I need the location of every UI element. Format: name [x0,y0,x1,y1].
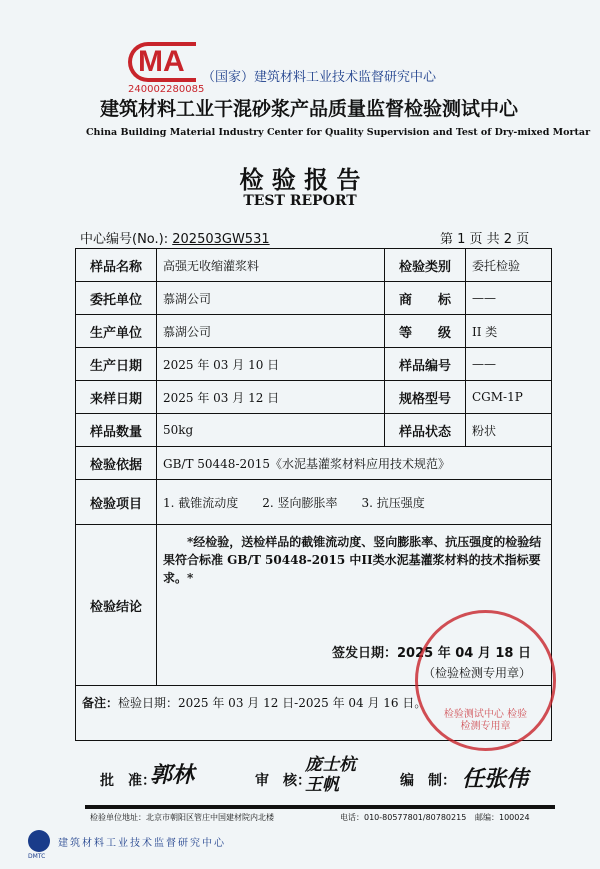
field-value: 2025 年 03 月 12 日 [157,381,385,414]
seal-note: （检验检测专用章） [422,666,531,680]
basis-value: GB/T 50448-2015《水泥基灌浆材料应用技术规范》 [157,447,552,480]
table-row [76,282,552,315]
field-label: 样品名称 [76,249,157,282]
conclusion-label: 检验结论 [76,525,157,686]
field-label: 检验类别 [385,249,466,282]
table-row [76,249,552,282]
dmtc-logo-icon [28,830,50,852]
org-line1: （国家）建筑材料工业技术监督研究中心 [202,70,437,85]
field-label: 等 级 [385,315,466,348]
field-label: 规格型号 [385,381,466,414]
report-title-en: TEST REPORT [243,193,357,209]
field-label: 商 标 [385,282,466,315]
table-row [76,414,552,447]
cma-logo: MA [128,42,196,82]
review-label: 审 核： [255,773,311,789]
field-value: 高强无收缩灌浆料 [157,249,385,282]
field-label: 生产单位 [76,315,157,348]
report-number: 中心编号(No.): 202503GW531 [80,232,270,247]
field-label: 样品数量 [76,414,157,447]
footer-org: 建筑材料工业技术监督研究中心 [58,838,226,849]
page-indicator: 第 1 页 共 2 页 [440,232,530,247]
review-signature: 庞士杭 王帆 [305,755,356,795]
table-row [76,315,552,348]
org-line2: 建筑材料工业干混砂浆产品质量监督检验测试中心 [100,98,519,120]
approve-label: 批 准： [100,773,156,789]
field-label: 样品状态 [385,414,466,447]
items-label: 检验项目 [76,480,157,525]
field-value: 委托检验 [466,249,552,282]
field-value: CGM-1P [466,381,552,414]
compile-label: 编 制： [400,773,456,789]
footer-phone: 电话：010-80577801/80780215 [340,813,467,822]
table-row [76,348,552,381]
footer-postcode: 邮编：100024 [475,813,530,822]
table-row [76,381,552,414]
field-label: 来样日期 [76,381,157,414]
official-stamp: 检验测试中心 检验检测专用章 [415,610,556,751]
sign-date: 签发日期：2025 年 04 月 18 日 [332,646,531,661]
field-value: II 类 [466,315,552,348]
compile-signature: 任张伟 [462,766,529,792]
field-label: 样品编号 [385,348,466,381]
dmtc-logo-text: DMTC [28,853,46,860]
basis-label: 检验依据 [76,447,157,480]
table-row [76,447,552,480]
org-english: China Building Material Industry Center for Quality Supervision and Test of Dry-mixed Mortar [86,127,591,138]
field-value: 粉状 [466,414,552,447]
field-value: 2025 年 03 月 10 日 [157,348,385,381]
footer-address: 检验单位地址：北京市朝阳区管庄中国建材院内北楼 [90,813,274,822]
field-value: 50kg [157,414,385,447]
report-title: 检 验 报 告 [239,166,361,194]
field-value: —— [466,282,552,315]
footer-divider [85,805,555,809]
field-label: 生产日期 [76,348,157,381]
approve-signature: 郭林 [150,762,195,788]
table-row [76,480,552,525]
field-value: 慕湖公司 [157,315,385,348]
items-value: 1. 截锥流动度 2. 竖向膨胀率 3. 抗压强度 [157,480,552,525]
field-label: 委托单位 [76,282,157,315]
conclusion-text: *经检验，送检样品的截锥流动度、竖向膨胀率、抗压强度的检验结果符合标准 GB/T 50448-2015 中II类水泥基灌浆材料的技术指标要求。* [163,535,542,585]
cma-number: 240002280085 [128,84,205,95]
remark-cell: 备注：检验日期：2025 年 03 月 12 日-2025 年 04 月 16 日。 [76,686,552,741]
field-value: —— [466,348,552,381]
field-value: 慕湖公司 [157,282,385,315]
